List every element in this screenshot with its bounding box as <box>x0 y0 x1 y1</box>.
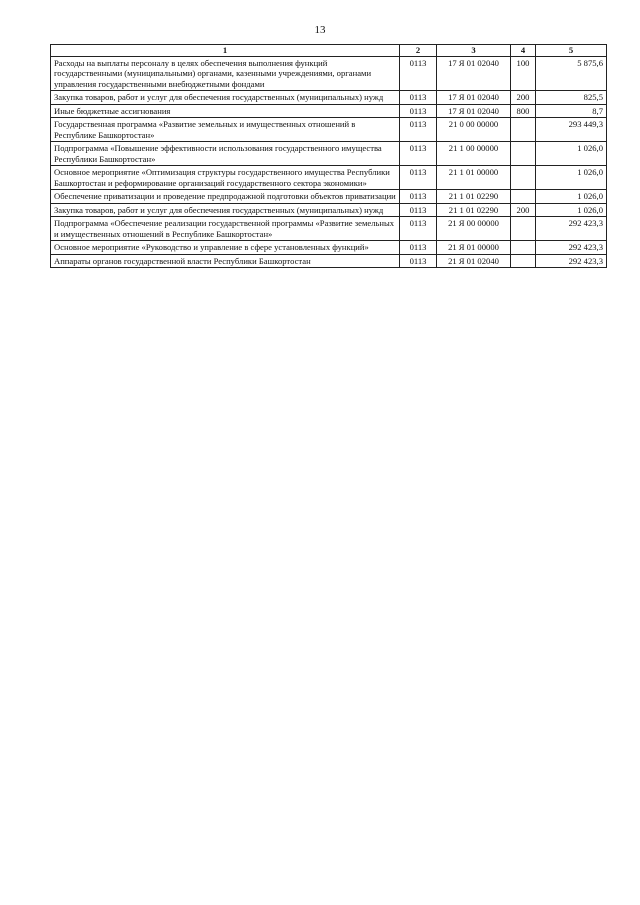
row-section-cell: 0113 <box>400 190 437 204</box>
table-row <box>51 203 607 217</box>
row-section-cell: 0113 <box>400 91 437 105</box>
row-code-cell: 21 1 00 00000 <box>437 142 511 166</box>
row-code-cell: 21 Я 01 00000 <box>437 241 511 255</box>
row-amount-cell: 825,5 <box>536 91 607 105</box>
row-type-cell <box>511 254 536 268</box>
row-type-cell <box>511 190 536 204</box>
column-header-1: 1 <box>51 45 400 57</box>
row-name-cell: Государственная программа «Развитие земельных и имущественных отношений в Республике Башкортостан» <box>51 118 400 142</box>
row-code-cell: 21 1 01 02290 <box>437 203 511 217</box>
table-row <box>51 104 607 118</box>
table-header-row <box>51 45 607 57</box>
row-section-cell: 0113 <box>400 166 437 190</box>
column-header-2: 2 <box>400 45 437 57</box>
row-name-cell: Обеспечение приватизации и проведение предпродажной подготовки объектов приватизации <box>51 190 400 204</box>
row-code-cell: 17 Я 01 02040 <box>437 104 511 118</box>
row-name-cell: Основное мероприятие «Руководство и управление в сфере установленных функций» <box>51 241 400 255</box>
row-section-cell: 0113 <box>400 241 437 255</box>
table-row <box>51 91 607 105</box>
row-amount-cell: 1 026,0 <box>536 142 607 166</box>
table-row <box>51 142 607 166</box>
row-amount-cell: 5 875,6 <box>536 56 607 91</box>
row-code-cell: 17 Я 01 02040 <box>437 56 511 91</box>
column-header-5: 5 <box>536 45 607 57</box>
page-number: 13 <box>314 24 326 36</box>
table-body <box>51 56 607 268</box>
row-amount-cell: 1 026,0 <box>536 190 607 204</box>
row-section-cell: 0113 <box>400 254 437 268</box>
table-row <box>51 241 607 255</box>
row-section-cell: 0113 <box>400 203 437 217</box>
row-code-cell: 21 Я 00 00000 <box>437 217 511 241</box>
row-amount-cell: 292 423,3 <box>536 217 607 241</box>
row-amount-cell: 293 449,3 <box>536 118 607 142</box>
row-name-cell: Подпрограмма «Повышение эффективности использования государственного имущества Республики Башкортостан» <box>51 142 400 166</box>
table-row <box>51 190 607 204</box>
row-type-cell: 200 <box>511 91 536 105</box>
row-type-cell <box>511 217 536 241</box>
row-amount-cell: 8,7 <box>536 104 607 118</box>
row-type-cell: 100 <box>511 56 536 91</box>
row-section-cell: 0113 <box>400 217 437 241</box>
row-section-cell: 0113 <box>400 56 437 91</box>
column-header-3: 3 <box>437 45 511 57</box>
row-code-cell: 21 1 01 00000 <box>437 166 511 190</box>
row-name-cell: Аппараты органов государственной власти Республики Башкортостан <box>51 254 400 268</box>
row-amount-cell: 1 026,0 <box>536 166 607 190</box>
row-code-cell: 21 1 01 02290 <box>437 190 511 204</box>
row-type-cell <box>511 142 536 166</box>
row-name-cell: Иные бюджетные ассигнования <box>51 104 400 118</box>
row-type-cell: 800 <box>511 104 536 118</box>
row-name-cell: Расходы на выплаты персоналу в целях обеспечения выполнения функций государственными (муниципальными) органами, казенными учреждениями, органами управления государственными внебюджетными фондами <box>51 56 400 91</box>
table-row <box>51 166 607 190</box>
row-name-cell: Закупка товаров, работ и услуг для обеспечения государственных (муниципальных) нужд <box>51 91 400 105</box>
row-type-cell <box>511 166 536 190</box>
row-name-cell: Закупка товаров, работ и услуг для обеспечения государственных (муниципальных) нужд <box>51 203 400 217</box>
table-row <box>51 118 607 142</box>
row-section-cell: 0113 <box>400 118 437 142</box>
row-type-cell: 200 <box>511 203 536 217</box>
row-name-cell: Подпрограмма «Обеспечение реализации государственной программы «Развитие земельных и имущественных отношений в Республике Башкортостан» <box>51 217 400 241</box>
table-row <box>51 217 607 241</box>
column-header-4: 4 <box>511 45 536 57</box>
row-type-cell <box>511 118 536 142</box>
row-amount-cell: 292 423,3 <box>536 241 607 255</box>
budget-table <box>50 44 607 268</box>
row-amount-cell: 1 026,0 <box>536 203 607 217</box>
row-section-cell: 0113 <box>400 104 437 118</box>
row-code-cell: 17 Я 01 02040 <box>437 91 511 105</box>
row-section-cell: 0113 <box>400 142 437 166</box>
row-code-cell: 21 0 00 00000 <box>437 118 511 142</box>
row-type-cell <box>511 241 536 255</box>
table-row <box>51 56 607 91</box>
row-amount-cell: 292 423,3 <box>536 254 607 268</box>
row-name-cell: Основное мероприятие «Оптимизация структуры государственного имущества Республики Башкортостан и реформирование организаций государственного сектора экономики» <box>51 166 400 190</box>
row-code-cell: 21 Я 01 02040 <box>437 254 511 268</box>
table-row <box>51 254 607 268</box>
